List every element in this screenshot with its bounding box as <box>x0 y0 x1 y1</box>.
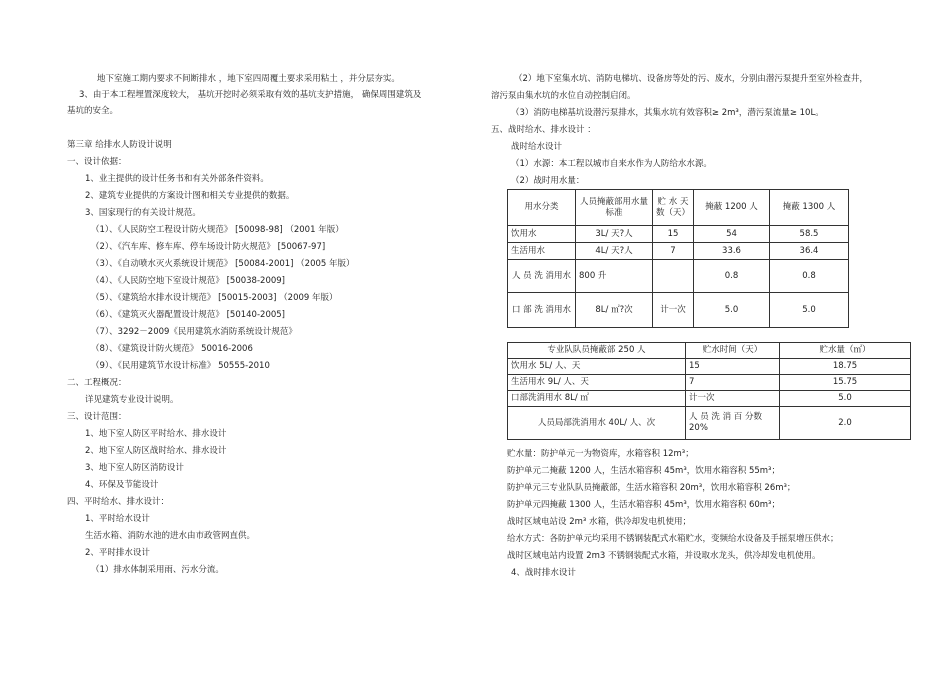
text-line: 战时给水设计 <box>511 142 563 152</box>
table-cell: 口部洗消用水 8L/ ㎡ <box>508 391 686 407</box>
text-line: 1、地下室人防区平时给水、排水设计 <box>85 429 227 439</box>
table-cell: 800 升 <box>576 260 653 293</box>
table-cell: 58.5 <box>770 226 849 243</box>
text-line: 4、环保及节能设计 <box>85 480 159 490</box>
text-line: 详见建筑专业设计说明。 <box>85 395 179 405</box>
text-line: 战时区域电站设 2m³ 水箱，供冷却发电机使用； <box>507 517 692 527</box>
text-line: 2、建筑专业提供的方案设计图和相关专业提供的数据。 <box>85 191 295 201</box>
table-row <box>508 407 911 440</box>
table-row <box>508 375 911 391</box>
table-cell: 7 <box>686 375 780 391</box>
table-cell <box>653 260 694 293</box>
table-cell: 3L/ 天?人 <box>576 226 653 243</box>
table-cell: 15 <box>653 226 694 243</box>
text-line: 生活水箱、消防水池的进水由市政管网直供。 <box>85 531 256 541</box>
standard-item: （4）、《人民防空地下室设计规范》 [50038-2009] <box>91 276 285 286</box>
table-row <box>508 226 849 243</box>
table-row <box>508 359 911 375</box>
text-line: 溶污泵由集水坑的水位自动控制启闭。 <box>491 91 636 101</box>
text-line: 防护单元二掩蔽 1200 人，生活水箱容积 45m³，饮用水箱容积 55m³； <box>507 466 780 476</box>
table-cell: 计一次 <box>686 391 780 407</box>
text-line: 贮水量：防护单元一为物资库，水箱容积 12m³； <box>507 449 694 459</box>
table-cell: 人 员 洗 消 百 分数 20% <box>686 407 780 440</box>
text-line: 2、地下室人防区战时给水、排水设计 <box>85 446 227 456</box>
table-row <box>508 260 849 293</box>
text-line: 3、国家现行的有关设计规范。 <box>85 208 201 218</box>
text-line: （2）地下室集水坑、消防电梯坑、设备房等处的污、废水，分别由潜污泵提升至室外检查井， <box>514 74 868 84</box>
table-cell: 2.0 <box>780 407 911 440</box>
text-line: 防护单元三专业队队员掩蔽部，生活水箱容积 20m³，饮用水箱容积 26m³； <box>507 483 796 493</box>
text-line: 1、业主提供的设计任务书和有关外部条件资料。 <box>85 174 269 184</box>
section-heading: 一、设计依据： <box>67 157 127 167</box>
table-cell: 18.75 <box>780 359 911 375</box>
table-cell: 4L/ 天?人 <box>576 243 653 260</box>
standard-item: （7）、3292－2009《民用建筑水消防系统设计规范》 <box>91 327 297 337</box>
table-row <box>508 293 849 328</box>
text-line: 地下室施工期内要求不间断排水 ，地下室四周覆土要求采用粘土 ，并分层夯实。 <box>97 74 400 84</box>
table-cell: 36.4 <box>770 243 849 260</box>
text-line: 3、由于本工程埋置深度较大， 基坑开挖时必须采取有效的基坑支护措施， 确保周围建筑及 <box>79 90 422 100</box>
table-header-cell: 用水分类 <box>508 190 576 226</box>
table-header-cell: 专业队队员掩蔽部 250 人 <box>508 343 686 359</box>
right-page <box>475 0 950 673</box>
standard-item: （1）、《人民防空工程设计防火规范》 [50098-98] （2001 年版） <box>91 225 344 235</box>
text-line: 给水方式：各防护单元均采用不锈钢装配式水箱贮水，变频给水设备及手摇泵增压供水； <box>507 534 839 544</box>
text-line: 3、地下室人防区消防设计 <box>85 463 184 473</box>
table-cell: 5.0 <box>694 293 770 328</box>
table-header-cell: 贮 水 天数（天） <box>653 190 694 226</box>
standard-item: （2）、《汽车库、修车库、停车场设计防火规范》 [50067-97] <box>91 242 326 252</box>
table-header-cell: 贮水量（㎡） <box>780 343 911 359</box>
text-line: （1）水源：本工程以城市自来水作为人防给水水源。 <box>511 159 712 169</box>
table-header-cell: 掩蔽 1300 人 <box>770 190 849 226</box>
table-cell: 0.8 <box>770 260 849 293</box>
standard-item: （9）、《民用建筑节水设计标准》 50555-2010 <box>91 361 270 371</box>
table-cell: 5.0 <box>770 293 849 328</box>
table-row <box>508 391 911 407</box>
table-cell: 计一次 <box>653 293 694 328</box>
section-heading: 四、平时给水、排水设计： <box>67 497 170 507</box>
text-line: 战时区域电站内设置 2m3 不锈钢装配式水箱，并设取水龙头，供冷却发电机使用。 <box>507 551 821 561</box>
text-line: （1）排水体制采用雨、污水分流。 <box>91 565 224 575</box>
text-line: （2）战时用水量： <box>511 176 585 186</box>
table-cell: 8L/ ㎡?次 <box>576 293 653 328</box>
standard-item: （6）、《建筑灭火器配置设计规范》 [50140-2005] <box>91 310 285 320</box>
table-header-cell: 掩蔽 1200 人 <box>694 190 770 226</box>
table-header-cell: 人员掩蔽部用水量标准 <box>576 190 653 226</box>
text-line: （3）消防电梯基坑设潜污泵排水，其集水坑有效容积≥ 2m³，潜污泵流量≥ 10L。 <box>511 108 824 118</box>
team-shelter-table <box>507 342 911 440</box>
table-cell: 饮用水 5L/ 人、天 <box>508 359 686 375</box>
table-cell: 15 <box>686 359 780 375</box>
chapter-title: 第三章 给排水人防设计说明 <box>67 140 172 150</box>
section-heading: 三、设计范围： <box>67 412 127 422</box>
table-row <box>508 243 849 260</box>
text-line: 1、平时给水设计 <box>85 514 150 524</box>
section-heading: 五、战时给水、排水设计 ： <box>491 125 596 135</box>
standard-item: （8）、《建筑设计防火规范》 50016-2006 <box>91 344 253 354</box>
section-heading: 二、工程概况： <box>67 378 127 388</box>
table-cell: 人员局部洗消用水 40L/ 人、次 <box>508 407 686 440</box>
table-cell: 33.6 <box>694 243 770 260</box>
table-cell: 54 <box>694 226 770 243</box>
table-cell: 饮用水 <box>508 226 576 243</box>
water-usage-table <box>507 189 849 328</box>
table-header-row <box>508 343 911 359</box>
table-cell: 5.0 <box>780 391 911 407</box>
table-cell: 15.75 <box>780 375 911 391</box>
standard-item: （5）、《建筑给水排水设计规范》 [50015-2003] （2009 年版） <box>91 293 338 303</box>
text-line: 基坑的安全。 <box>67 106 119 116</box>
table-cell: 人 员 洗 消用水 <box>508 260 576 293</box>
table-header-row <box>508 190 849 226</box>
table-header-cell: 贮水时间（天） <box>686 343 780 359</box>
table-cell: 生活用水 <box>508 243 576 260</box>
standard-item: （3）、《自动喷水灭火系统设计规范》 [50084-2001] （2005 年版） <box>91 259 355 269</box>
text-line: 防护单元四掩蔽 1300 人，生活水箱容积 45m³，饮用水箱容积 60m³； <box>507 500 780 510</box>
table-cell: 生活用水 9L/ 人、天 <box>508 375 686 391</box>
table-cell: 0.8 <box>694 260 770 293</box>
section-heading: 4、战时排水设计 <box>511 568 576 578</box>
text-line: 2、平时排水设计 <box>85 548 150 558</box>
table-cell: 口 部 洗 消用水 <box>508 293 576 328</box>
table-cell: 7 <box>653 243 694 260</box>
